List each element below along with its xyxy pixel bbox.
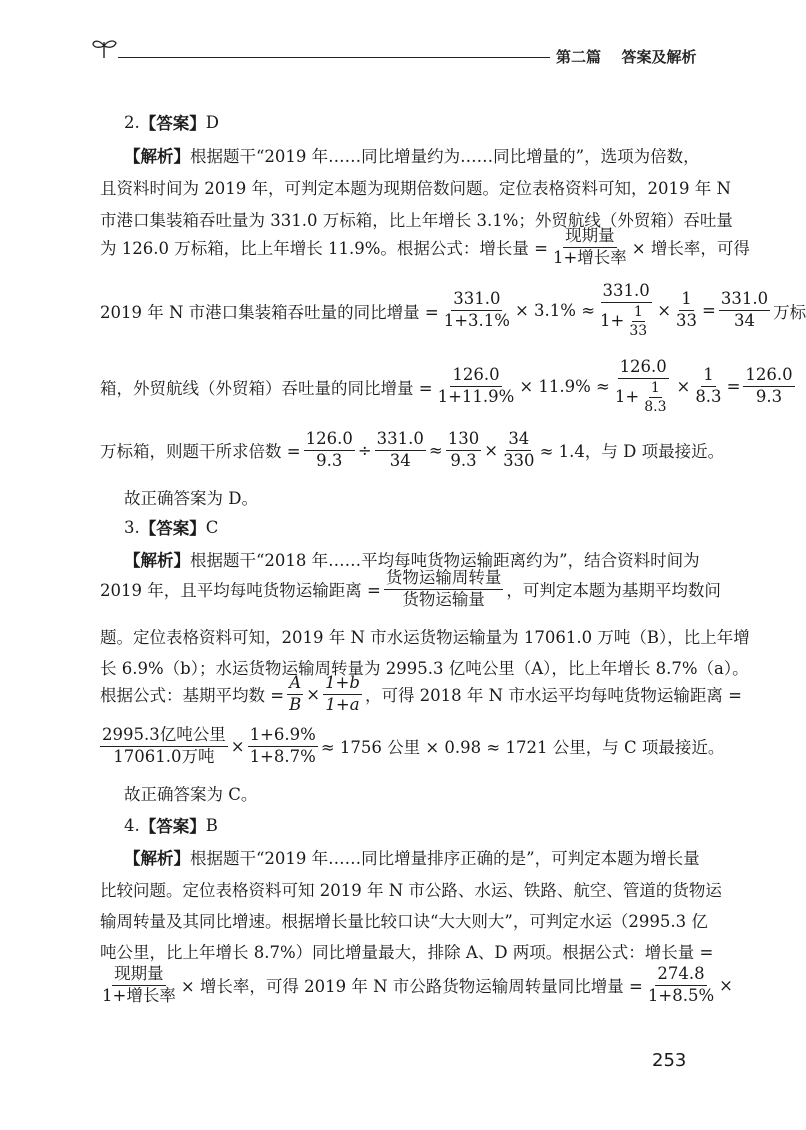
q4-line-2: 比较问题。定位表格资料可知 2019 年 N 市公路、水运、铁路、航空、管道的货物运: [100, 881, 722, 900]
fraction-331-over-34: $\frac{331.0}{34}$: [720, 289, 769, 331]
q3-line-2: 2019 年，且平均每吨货物运输距离 = $\frac{\text{货物运输周转量}}{\text{货物运输量}}$ ，可判定本题为基期平均数问: [100, 568, 721, 609]
q2-answer: 2. 【答案】 D: [124, 110, 219, 134]
analysis-tag: 【解析】: [124, 551, 190, 570]
fraction-331-over-nested: 331.0 1+ $\frac{1}{33}$: [600, 281, 650, 340]
fraction-126-over-nested: 126.0 1+ $\frac{1}{8.3}$: [614, 357, 667, 416]
fraction-1-over-83: $\frac{1}{8.3}$: [695, 365, 722, 407]
q2-line-1: 【解析】 根据题干“2019 年……同比增量约为……同比增量的”，选项为倍数，: [124, 143, 700, 167]
avg-distance-fraction: $\frac{\text{货物运输周转量}}{\text{货物运输量}}$: [385, 568, 502, 609]
answer-value: D: [205, 112, 219, 132]
q4-line-5: $\frac{\text{现期量}}{\text{1+增长率}}$ × 增长率，可得 2019 年 N 市公路货物运输周转量同比增量 = $\frac{274.8}{1+8.5\%}$ ×: [102, 964, 733, 1005]
leaf-icon: [92, 36, 118, 60]
q3-conclusion: 故正确答案为 C。: [124, 785, 258, 804]
q4-answer: 4. 【答案】 B: [124, 813, 218, 837]
answer-tag: 【答案】: [139, 114, 206, 133]
running-header: [556, 46, 697, 67]
analysis-tag: 【解析】: [124, 849, 190, 868]
q3-line-4: 长 6.9%（b）；水运货物运输周转量为 2995.3 亿吨公里（A），比上年增长 8.7%（a）。: [100, 659, 749, 678]
fraction-126-over-93: $\frac{126.0}{9.3}$: [745, 365, 793, 407]
q3-line-1: 【解析】 根据题干“2018 年……平均每吨货物运输距离约为”，结合资料时间为: [124, 547, 700, 571]
q3-line-5: 根据公式：基期平均数 = $\frac{A}{B}$ × $\frac{1+b}{1+a}$ ，可得 2018 年 N 市水运平均每吨货物运输距离 =: [100, 673, 742, 714]
header-rule: [118, 57, 550, 58]
q2-line-2: 且资料时间为 2019 年，可判定本题为现期倍数问题。定位表格资料可知，2019 年 N: [100, 179, 731, 198]
q3-line-6: $\frac{\text{2995.3亿吨公里}}{\text{17061.0万吨}}$ × $\frac{1+6.9\%}{1+8.7\%}$ ≈ 1756 公里 × 0.98 ≈ 1721 公里，与 C 项最接近。: [102, 725, 725, 766]
q2-line-7: 万标箱，则题干所求倍数 = $\frac{126.0}{9.3}$ ÷ $\frac{331.0}{34}$ ≈ $\frac{130}{9.3}$ × $\frac{34}{330}$ ≈ 1.4，与 D 项最接近。: [100, 429, 725, 470]
q4-line-4: 吨公里，比上年增长 8.7%）同比增量最大，排除 A、D 两项。根据公式：增长量 =: [100, 943, 714, 962]
fraction-1-over-33: $\frac{1}{33}$: [676, 289, 698, 331]
q2-line-4: 为 126.0 万标箱，比上年增长 11.9%。根据公式：增长量 = $\frac{\text{现期量}}{\text{1+增长率}}$ × 增长率，可得: [100, 226, 750, 267]
answer-value: C: [205, 517, 219, 537]
q2-line-5: 2019 年 N 市港口集装箱吞吐量的同比增量 = $\frac{331.0}{1+3.1\%}$ × 3.1% ≈ 331.0 1+ $\frac{1}{33}$ × $\frac{1}{33}$ = $\frac{331.0}{34}$ 万标: [100, 281, 806, 340]
page-number: 253: [652, 1050, 687, 1071]
fraction-331-over-1031: $\frac{331.0}{1+3.1\%}$: [443, 289, 510, 331]
q4-line-3: 输周转量及其同比增速。根据增长量比较口诀“大大则大”，可判定水运（2995.3 亿: [100, 912, 708, 931]
analysis-tag: 【解析】: [124, 147, 190, 166]
q3-line-3: 题。定位表格资料可知，2019 年 N 市水运货物运输量为 17061.0 万吨（B），比上年增: [100, 628, 750, 647]
q3-answer: 3. 【答案】 C: [124, 515, 218, 539]
section-title: 答案及解析: [621, 48, 697, 66]
fraction-126-over-10119: $\frac{126.0}{1+11.9\%}$: [437, 365, 515, 407]
q4-line-1: 【解析】 根据题干“2019 年……同比增量排序正确的是”，可判定本题为增长量: [124, 845, 700, 869]
q2-conclusion: 故正确答案为 D。: [124, 489, 258, 508]
answer-tag: 【答案】: [139, 519, 206, 538]
answer-value: B: [205, 815, 218, 835]
answer-tag: 【答案】: [139, 817, 206, 836]
growth-formula-fraction: $\frac{\text{现期量}}{\text{1+增长率}}$: [552, 226, 627, 267]
q2-line-3: 市港口集装箱吞吐量为 331.0 万标箱，比上年增长 3.1%；外贸航线（外贸箱）吞吐量: [100, 211, 733, 230]
chapter-label: 第二篇: [556, 48, 602, 66]
q2-line-6: 箱，外贸航线（外贸箱）吞吐量的同比增量 = $\frac{126.0}{1+11.9\%}$ × 11.9% ≈ 126.0 1+ $\frac{1}{8.3}$ × $\frac{1}{8.3}$ = $\frac{126.0}{9.3}$: [100, 357, 793, 416]
